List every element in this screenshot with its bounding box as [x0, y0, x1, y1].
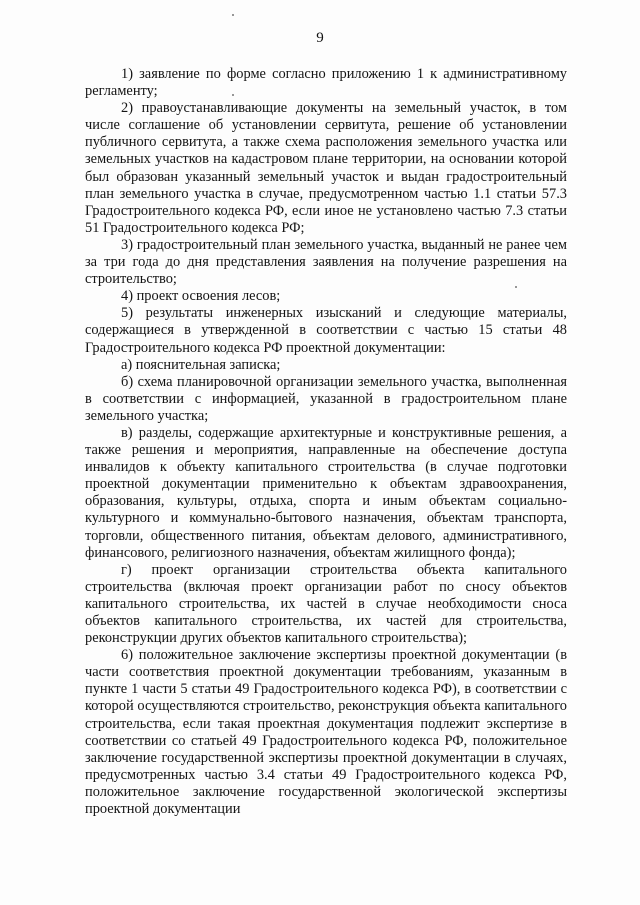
paragraph-item-5: 5) результаты инженерных изысканий и следующие материалы, содержащиеся в утвержденной в соответствии с частью 15 статьи 48 Градостроительного кодекса РФ проектной документации: — [85, 305, 567, 356]
scan-speck — [232, 94, 234, 96]
paragraph-item-5v: в) разделы, содержащие архитектурные и конструктивные решения, а также решения и мероприятия, направленные на обеспечение доступа инвалидов к объекту капитального строительства (в случае подготовки проектной документации применительно к объектам здравоохранения, образования, культуры, отдыха, спорта и иным объектам социально-культурного и коммунально-бытового назначения, объектам транспорта, торговли, общественного питания, объектам делового, административного, финансового, религиозного назначения, объектам жилищного фонда); — [85, 424, 567, 561]
paragraph-item-3: 3) градостроительный план земельного участка, выданный не ранее чем за три года до дня представления заявления на получение разрешения на строительство; — [85, 236, 567, 288]
document-body — [85, 66, 567, 818]
paragraph-item-2: 2) правоустанавливающие документы на земельный участок, в том числе соглашение об установлении сервитута, решение об установлении публичного сервитута, а также схема расположения земельного участка или земельных участков на кадастровом плане территории, на основании которой был образован указанный земельный участок и выдан градостроительный план земельного участка в случае, предусмотренном частью 1.1 статьи 57.3 Градостроительного кодекса РФ, если иное не установлено частью 7.3 статьи 51 Градостроительного кодекса РФ; — [85, 100, 567, 236]
scan-speck — [232, 14, 234, 16]
paragraph-item-1: 1) заявление по форме согласно приложению 1 к административному регламенту; — [85, 66, 567, 100]
scan-speck — [515, 286, 517, 288]
paragraph-item-4: 4) проект освоения лесов; — [121, 288, 281, 305]
paragraph-item-5g: г) проект организации строительства объекта капитального строительства (включая проект организации работ по сносу объектов капитального строительства, их частей в случае необходимости сноса объектов капитального строительства, их частей для строительства, реконструкции других объектов капитального строительства); — [85, 561, 567, 647]
paragraph-item-5b: б) схема планировочной организации земельного участка, выполненная в соответствии с информацией, указанной в градостроительном плане земельного участка; — [85, 373, 567, 424]
paragraph-item-6: 6) положительное заключение экспертизы проектной документации (в части соответствия проектной документации требованиям, указанным в пункте 1 части 5 статьи 49 Градостроительного кодекса РФ), в соответствии с которой осуществляются строительство, реконструкция объекта капитального строительства, если такая проектная документация подлежит экспертизе в соответствии со статьей 49 Градостроительного кодекса РФ, положительное заключение государственной экспертизы проектной документации в случаях, предусмотренных частью 3.4 статьи 49 Градостроительного кодекса РФ, положительное заключение государственной экологической экспертизы проектной документации — [85, 647, 567, 818]
paragraph-item-5a: а) пояснительная записка; — [121, 356, 281, 373]
page-number: 9 — [316, 30, 324, 46]
